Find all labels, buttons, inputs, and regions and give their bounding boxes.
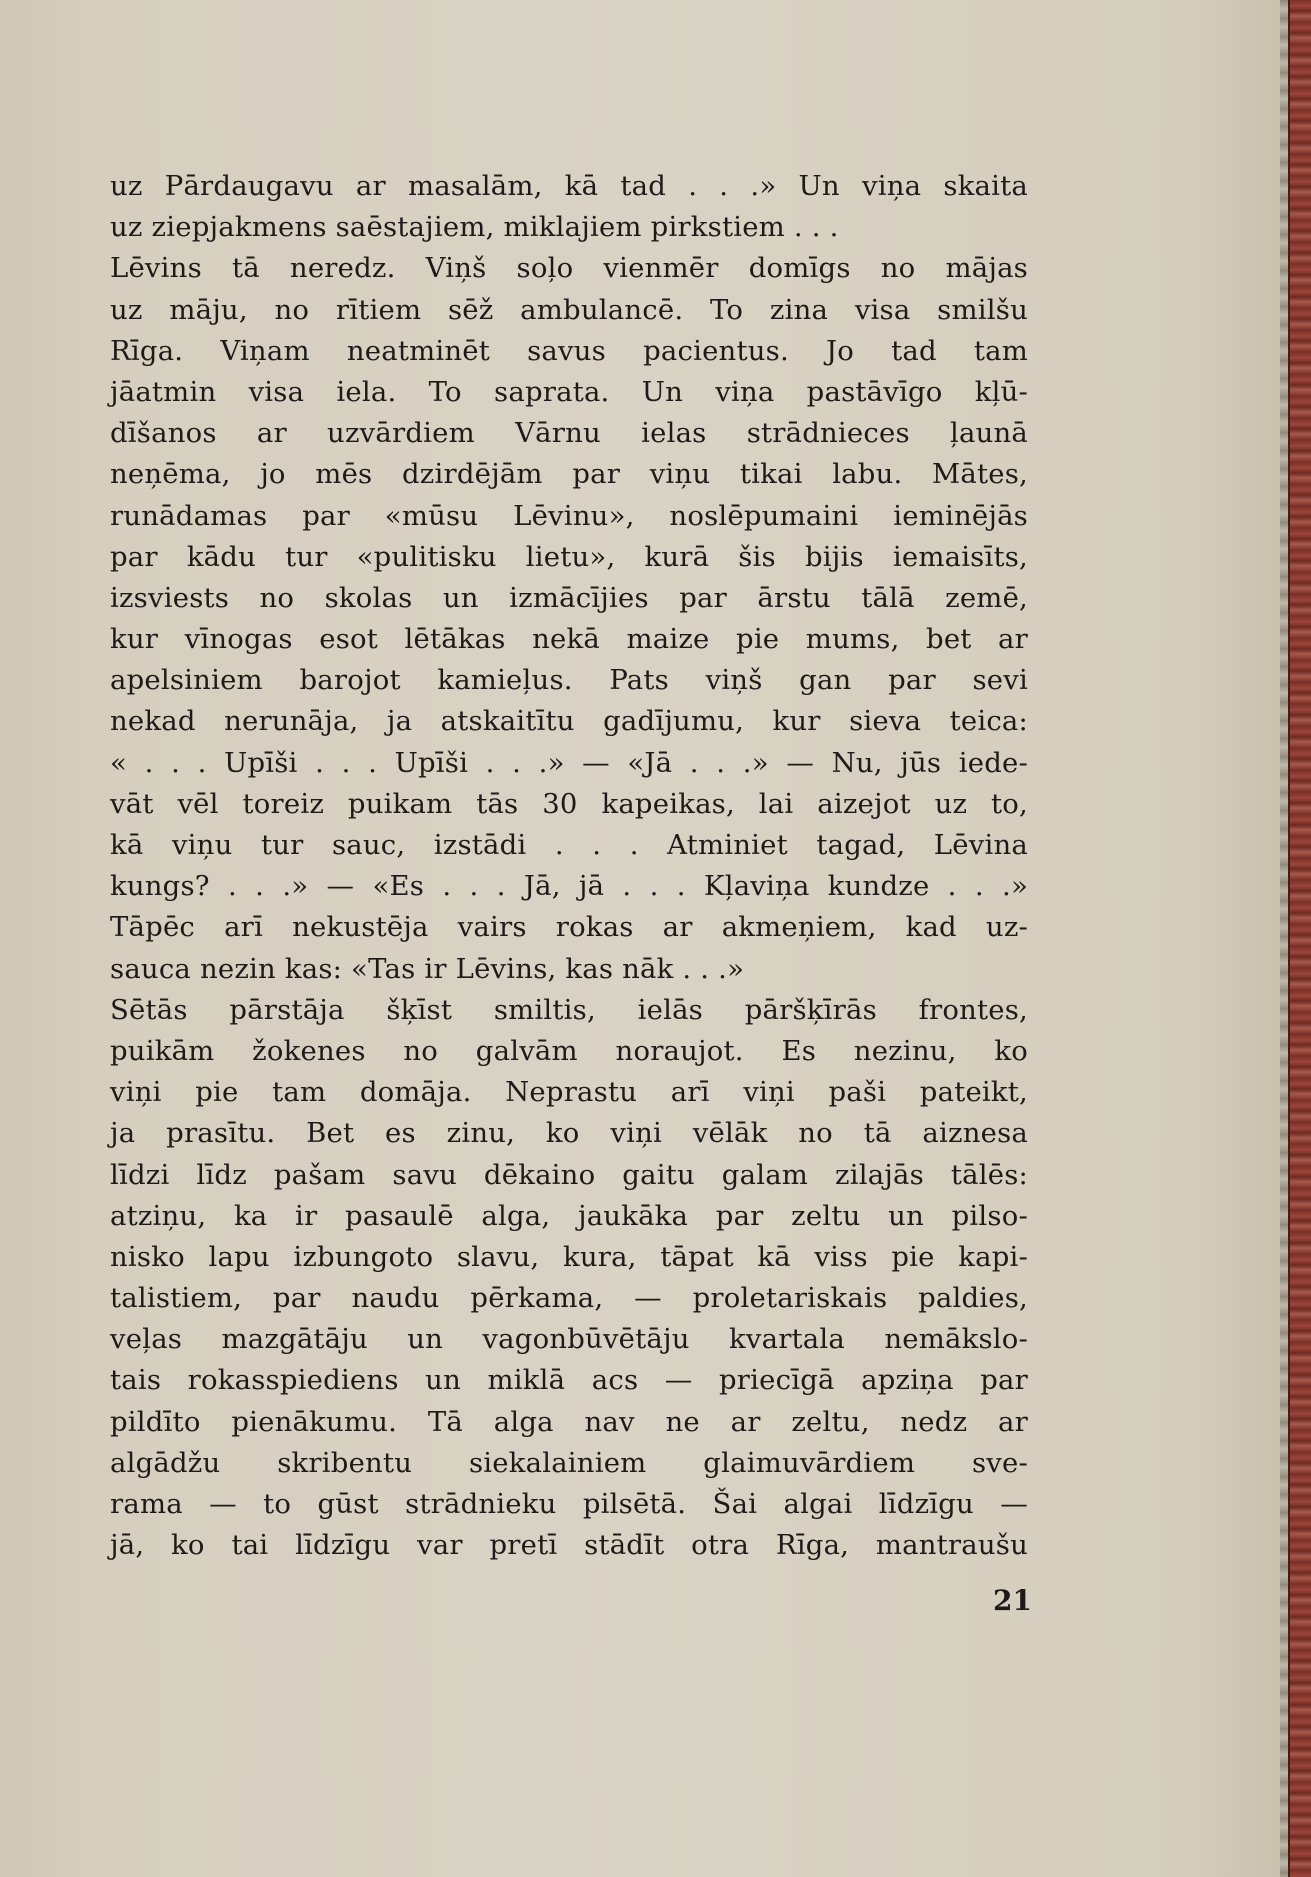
text-line: neņēma, jo mēs dzirdējām par viņu tikai labu. Mātes, [110,458,1028,491]
text-line: nekad nerunāja, ja atskaitītu gadījumu, kur sieva teica: [110,705,1028,738]
text-line: Tāpēc arī nekustēja vairs rokas ar akmeņiem, kad uz- [110,911,1028,944]
text-line: algādžu skribentu siekalainiem glaimuvārdiem sve- [110,1446,1028,1479]
text-line: uz ziepjakmens saēstajiem, miklajiem pirkstiem . . . [110,211,839,244]
text-line: vāt vēl toreiz puikam tās 30 kapeikas, lai aizejot uz to, [110,787,1028,820]
text-line: Rīga. Viņam neatminēt savus pacientus. Jo tad tam [110,334,1028,367]
book-binding-edge [1288,0,1311,1877]
text-line: līdzi līdz pašam savu dēkaino gaitu galam zilajās tālēs: [110,1158,1028,1191]
text-line: kur vīnogas esot lētākas nekā maize pie mums, bet ar [110,623,1028,656]
text-line: ja prasītu. Bet es zinu, ko viņi vēlāk no tā aiznesa [110,1117,1028,1150]
text-line: jāatmin visa iela. To saprata. Un viņa pastāvīgo kļū- [110,375,1028,408]
text-line: Lēvins tā neredz. Viņš soļo vienmēr domīgs no mājas [110,252,1028,285]
body-text [110,166,1028,1566]
text-line: kā viņu tur sauc, izstādi . . . Atminiet tagad, Lēvina [110,829,1028,861]
text-line: puikām žokenes no galvām noraujot. Es nezinu, ko [110,1034,1028,1067]
text-line: pildīto pienākumu. Tā alga nav ne ar zeltu, nedz ar [110,1405,1028,1438]
text-line: izsviests no skolas un izmācījies par ārstu tālā zemē, [110,581,1028,614]
text-line: viņi pie tam domāja. Neprastu arī viņi paši pateikt, [110,1076,1028,1109]
text-line: runādamas par «mūsu Lēvinu», noslēpumaini ieminējās [110,499,1028,532]
text-line: rama — to gūst strādnieku pilsētā. Šai algai līdzīgu — [110,1488,1028,1520]
text-line: atziņu, ka ir pasaulē alga, jaukāka par zeltu un pilso- [110,1199,1028,1232]
text-line: uz māju, no rītiem sēž ambulancē. To zina visa smilšu [110,293,1028,326]
text-line: uz Pārdaugavu ar masalām, kā tad . . .» Un viņa skaita [110,170,1028,202]
text-line: apelsiniem barojot kamieļus. Pats viņš gan par sevi [110,664,1028,697]
page-number: 21 [993,1584,1032,1617]
text-line: talistiem, par naudu pērkama, — proletariskais paldies, [110,1282,1028,1315]
text-line: tais rokasspiediens un miklā acs — priecīgā apziņa par [110,1364,1028,1397]
text-line: nisko lapu izbungoto slavu, kura, tāpat kā viss pie kapi- [110,1240,1028,1273]
text-line: par kādu tur «pulitisku lietu», kurā šis bijis iemaisīts, [110,540,1028,573]
text-line: jā, ko tai līdzīgu var pretī stādīt otra Rīga, mantraušu [110,1529,1028,1562]
text-line: veļas mazgātāju un vagonbūvētāju kvartala nemākslo- [110,1323,1028,1356]
text-line: sauca nezin kas: «Tas ir Lēvins, kas nāk . . .» [110,952,745,985]
text-line: kungs? . . .» — «Es . . . Jā, jā . . . Kļaviņa kundze . . .» [110,870,1028,903]
text-line: dīšanos ar uzvārdiem Vārnu ielas strādnieces ļaunā [110,417,1028,450]
text-line: « . . . Upīši . . . Upīši . . .» — «Jā . . .» — Nu, jūs iede- [110,746,1028,779]
text-line: Sētās pārstāja šķīst smiltis, ielās pāršķīrās frontes, [110,993,1028,1026]
